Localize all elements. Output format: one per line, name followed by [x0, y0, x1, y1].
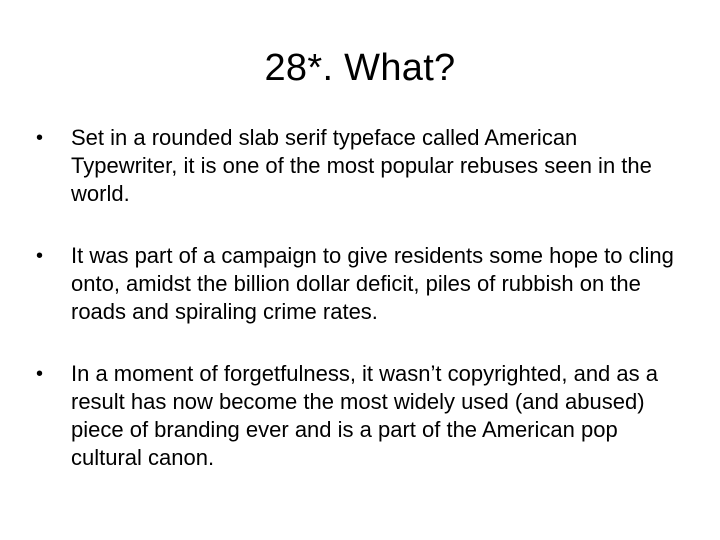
- bullet-item: [36, 360, 686, 472]
- slide-title: 28*. What?: [264, 47, 456, 89]
- bullet-text: It was part of a campaign to give residents some hope to cling onto, amidst the billion dollar deficit, piles of rubbish on the roads and spiraling crime rates.: [71, 243, 674, 324]
- bullet-icon: •: [36, 363, 44, 385]
- bullet-list: [36, 124, 686, 472]
- bullet-icon: •: [36, 127, 44, 149]
- bullet-text: In a moment of forgetfulness, it wasn’t copyrighted, and as a result has now become the most widely used (and abused) piece of branding ever and is a part of the American pop cultural canon.: [71, 361, 658, 470]
- bullet-item: [36, 124, 686, 208]
- bullet-icon: •: [36, 245, 44, 267]
- bullet-item: [36, 242, 686, 326]
- bullet-text: Set in a rounded slab serif typeface called American Typewriter, it is one of the most popular rebuses seen in the world.: [71, 125, 652, 206]
